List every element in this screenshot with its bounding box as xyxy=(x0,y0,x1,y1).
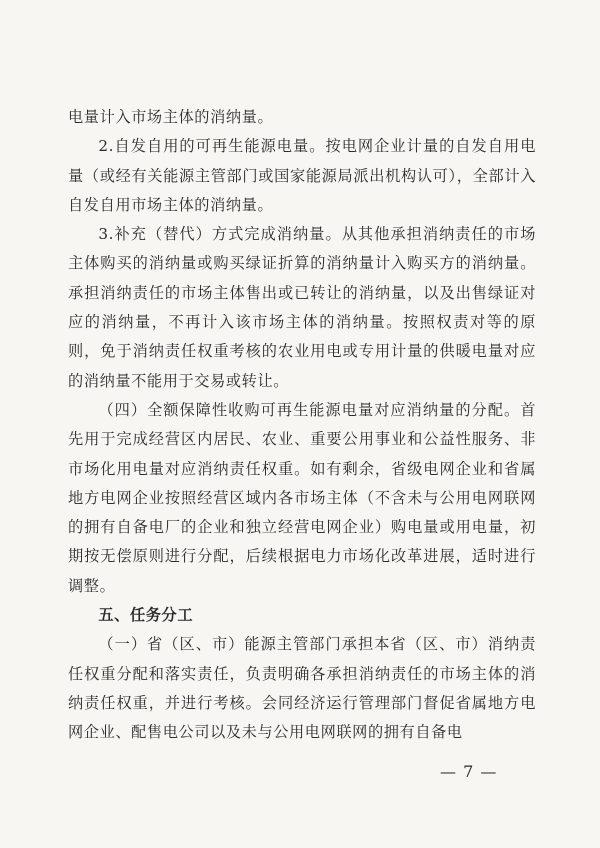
section-heading-task-division: 五、任务分工 xyxy=(98,606,194,625)
document-body xyxy=(68,103,536,748)
paragraph-guaranteed-purchase-allocation: （四）全额保障性收购可再生能源电量对应消纳量的分配。首先用于完成经营区内居民、农业、重要公用事业和公益性服务、非市场化用电量对应消纳责任权重。如有剩余，省级电网企业和省属地方电网企业按照经营区域内各市场主体（不含未与公用电网联网的拥有自备电厂的企业和独立经营电网企业）购电量或用电量，初期按无偿原则进行分配，后续根据电力市场化改革进展，适时进行调整。 xyxy=(68,400,536,595)
paragraph-continuation: 电量计入市场主体的消纳量。 xyxy=(68,108,274,126)
paragraph-self-use-electricity: 2.自发自用的可再生能源电量。按电网企业计量的自发自用电量（或经有关能源主管部门或国家能源局派出机构认可），全部计入自发自用市场主体的消纳量。 xyxy=(68,137,536,214)
page-number: — 7 — xyxy=(440,762,498,781)
paragraph-provincial-responsibility: （一）省（区、市）能源主管部门承担本省（区、市）消纳责任权重分配和落实责任，负责明确各承担消纳责任的市场主体的消纳责任权重，并进行考核。会同经济运行管理部门督促省属地方电网企业、配售电公司以及未与公用电网联网的拥有自备电 xyxy=(68,635,536,742)
paragraph-supplementary-method: 3.补充（替代）方式完成消纳量。从其他承担消纳责任的市场主体购买的消纳量或购买绿证折算的消纳量计入购买方的消纳量。承担消纳责任的市场主体售出或已转让的消纳量，以及出售绿证对应的消纳量，不再计入该市场主体的消纳量。按照权责对等的原则，免于消纳责任权重考核的农业用电或专用计量的供暖电量对应的消纳量不能用于交易或转让。 xyxy=(68,225,536,390)
